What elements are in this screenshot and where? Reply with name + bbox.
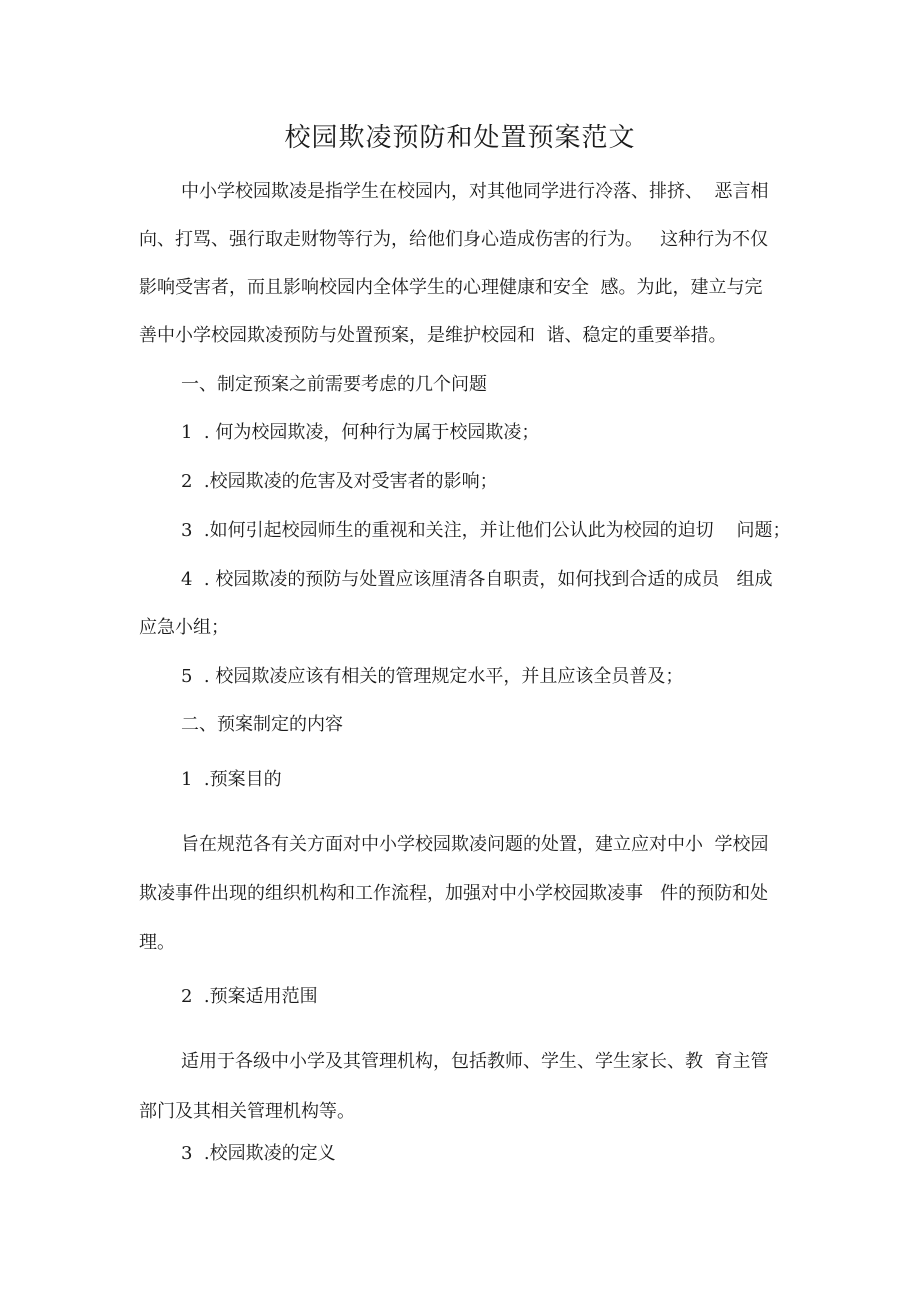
subsection-heading: 3 .校园欺凌的定义 [181, 1143, 336, 1164]
paragraph-line: 适用于各级中小学及其管理机构，包括教师、学生、学生家长、教 育主管 [181, 1051, 769, 1072]
subsection-heading: 2 .预案适用范围 [181, 986, 318, 1007]
paragraph-line: 部门及其相关管理机构等。 [139, 1101, 355, 1122]
paragraph-line: 旨在规范各有关方面对中小学校园欺凌问题的处置，建立应对中小 学校园 [181, 834, 769, 855]
paragraph-line: 善中小学校园欺凌预防与处置预案，是维护校园和 谐、稳定的重要举措。 [139, 325, 727, 346]
list-item: 3 .如何引起校园师生的重视和关注，并让他们公认此为校园的迫切 问题； [181, 520, 791, 541]
list-item-continuation: 应急小组； [139, 617, 229, 638]
list-item: 4 . 校园欺凌的预防与处置应该厘清各自职责，如何找到合适的成员 组成 [181, 569, 773, 590]
list-item: 5 . 校园欺凌应该有相关的管理规定水平，并且应该全员普及； [181, 666, 684, 687]
section-heading: 二、预案制定的内容 [181, 714, 343, 735]
paragraph-line: 影响受害者，而且影响校园内全体学生的心理健康和安全 感。为此，建立与完 [139, 277, 763, 298]
section-heading: 一、制定预案之前需要考虑的几个问题 [181, 374, 487, 395]
list-item: 1 . 何为校园欺凌，何种行为属于校园欺凌； [181, 422, 540, 443]
subsection-heading: 1 .预案目的 [181, 769, 282, 790]
paragraph-line: 理。 [139, 932, 175, 953]
paragraph-line: 向、打骂、强行取走财物等行为，给他们身心造成伤害的行为。 这种行为不仅 [139, 229, 769, 250]
paragraph-line: 中小学校园欺凌是指学生在校园内，对其他同学进行冷落、排挤、 恶言相 [181, 181, 769, 202]
document-title: 校园欺凌预防和处置预案范文 [284, 123, 636, 153]
list-item: 2 .校园欺凌的危害及对受害者的影响； [181, 471, 498, 492]
paragraph-line: 欺凌事件出现的组织机构和工作流程，加强对中小学校园欺凌事 件的预防和处 [139, 883, 769, 904]
